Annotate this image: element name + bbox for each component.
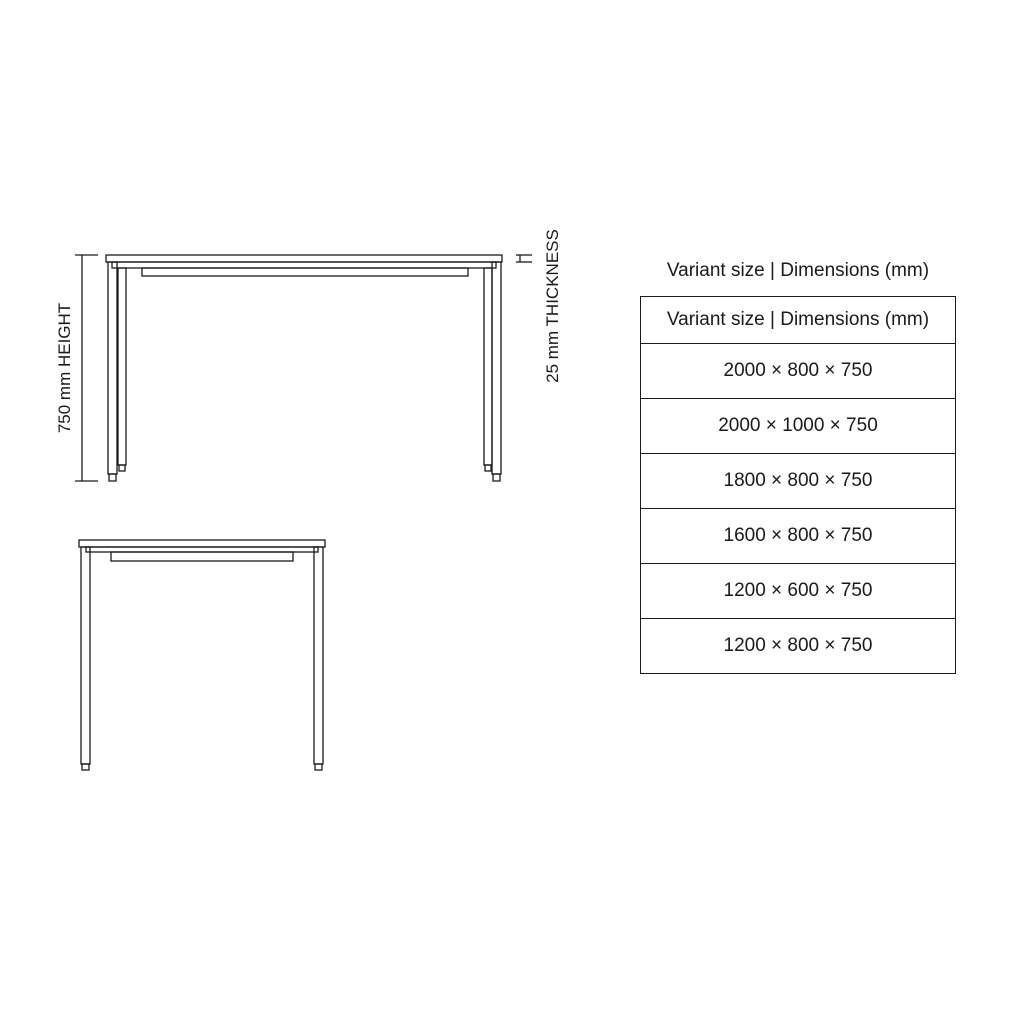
table-header-row xyxy=(641,297,956,344)
variant-cell: 1800 × 800 × 750 xyxy=(641,454,956,509)
variant-cell: 1200 × 800 × 750 xyxy=(641,619,956,674)
side-view-foot-front-right xyxy=(493,474,500,481)
end-view-apron xyxy=(86,547,318,552)
side-view-leg-rear-right xyxy=(484,268,492,465)
thickness-label: 25 mm THICKNESS xyxy=(543,229,562,383)
end-view-leg-left xyxy=(81,547,90,764)
end-view-tabletop xyxy=(79,540,325,547)
side-view-foot-rear-left xyxy=(119,465,125,471)
side-view-foot-rear-right xyxy=(485,465,491,471)
table-row xyxy=(641,399,956,454)
variant-cell: 1200 × 600 × 750 xyxy=(641,564,956,619)
end-view-foot-left xyxy=(82,764,89,770)
variant-cell: 1600 × 800 × 750 xyxy=(641,509,956,564)
side-view-rail xyxy=(142,268,468,276)
side-view-leg-rear-left xyxy=(118,268,126,465)
side-view-foot-front-left xyxy=(109,474,116,481)
variant-table-caption: Variant size | Dimensions (mm) xyxy=(666,260,930,281)
side-view-leg-front-right xyxy=(492,262,501,474)
table-row xyxy=(641,454,956,509)
variant-size-table xyxy=(640,296,956,674)
table-row xyxy=(641,509,956,564)
side-view-tabletop xyxy=(106,255,502,262)
end-view-leg-right xyxy=(314,547,323,764)
side-view-apron xyxy=(112,262,496,268)
height-dimension xyxy=(75,255,98,481)
table-row xyxy=(641,564,956,619)
height-label: 750 mm HEIGHT xyxy=(55,302,74,434)
table-header-cell: Variant size | Dimensions (mm) xyxy=(641,297,956,344)
end-view-foot-right xyxy=(315,764,322,770)
variant-cell: 2000 × 800 × 750 xyxy=(641,344,956,399)
end-view-table xyxy=(79,540,325,770)
thickness-dimension xyxy=(516,255,532,262)
side-view-leg-front-left xyxy=(108,262,117,474)
end-view-rail xyxy=(111,552,293,561)
table-row xyxy=(641,344,956,399)
table-row xyxy=(641,619,956,674)
variant-cell: 2000 × 1000 × 750 xyxy=(641,399,956,454)
side-view-table xyxy=(106,255,502,481)
